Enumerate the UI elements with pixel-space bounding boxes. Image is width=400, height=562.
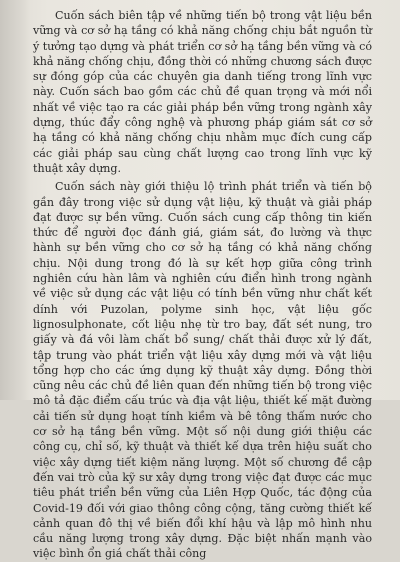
body-text <box>33 8 372 562</box>
paragraph-1: Cuốn sách biên tập về những tiến bộ trong vật liệu bền vững và cơ sở hạ tầng có khả năng chống chịu bắt nguồn từ ý tưởng tạo dựng và phát triển cơ sở hạ tầng bền vững và có khả năng chống chịu, đồng thời có những chương sách được sự đóng góp của các chuyên gia danh tiếng trong lĩnh vực này. Cuốn sách bao gồm các chủ đề quan trọng và mới nổi nhất về việc tạo ra các giải pháp bền vững trong ngành xây dựng, thúc đẩy công nghệ và phương pháp giám sát cơ sở hạ tầng có khả năng chống chịu nhằm mục đích cung cấp các giải pháp sau cùng chất lượng cao trong lĩnh vực kỹ thuật xây dựng. <box>33 9 372 175</box>
page-gutter-shadow <box>0 0 30 400</box>
paragraph-2: Cuốn sách này giới thiệu lộ trình phát triển và tiến bộ gần đây trong việc sử dụng vật liệu, kỹ thuật và giải pháp đạt được sự bền vững. Cuốn sách cung cấp thông tin kiến thức để người đọc đánh giá, giám sát, đo lường và thực hành sự bền vững cho cơ sở hạ tầng có khả năng chống chịu. Nội dung trong đó là sự kết hợp giữa công trình nghiên cứu hàn lâm và nghiên cứu điển hình trong ngành về việc sử dụng các vật liệu có tính bền vững như chất kết dính với Puzolan, polyme sinh học, vật liệu gốc lignosulphonate, cốt liệu nhẹ từ tro bay, đất sét nung, tro giấy và đá vôi làm chất bổ sung/ chất thải được xử lý đất, tập trung vào phát triển vật liệu xây dựng mới và vật liệu tổng hợp cho các ứng dụng kỹ thuật xây dựng. Đồng thời cũng nêu các chủ đề liên quan đến những tiến bộ trong việc mô tả đặc điểm cấu trúc và địa vật liệu, thiết kế mặt đường cải tiến sử dụng hoạt tính kiềm và bê tông thấm nước cho cơ sở hạ tầng bền vững. Một số nội dung giới thiệu các công cụ, chỉ số, kỹ thuật và thiết kế dựa trên hiệu suất cho việc xây dựng tiết kiệm năng lượng. Một số chương đề cập đến vai trò của kỹ sư xây dựng trong việc đạt được các mục tiêu phát triển bền vững của Liên Hợp Quốc, tác động của Covid-19 đối với giao thông công cộng, tăng cường thiết kế cảnh quan đô thị về biến đổi khí hậu và lập mô hình nhu cầu năng lượng trong xây dựng. Đặc biệt nhấn mạnh vào việc bình ổn giá chất thải công <box>33 180 372 561</box>
